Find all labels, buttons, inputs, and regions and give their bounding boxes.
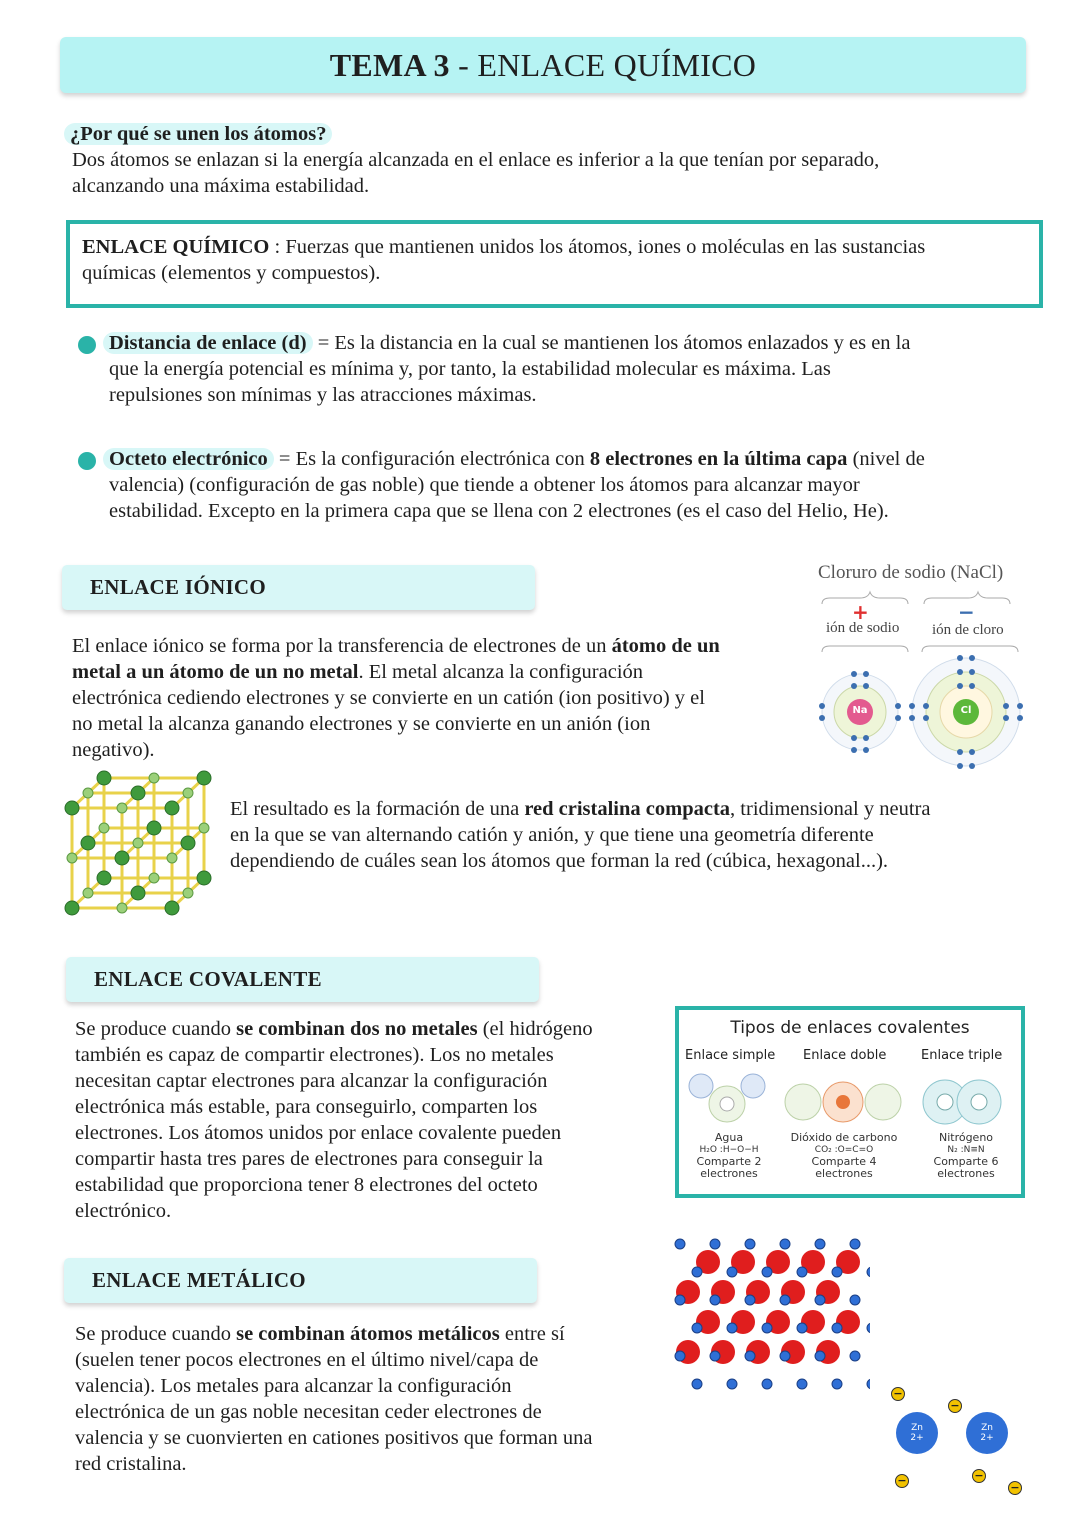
nacl-diagram [806, 560, 1046, 780]
zn-ion-2: Zn 2+ [966, 1412, 1008, 1454]
metal-electron [832, 1323, 842, 1333]
n-nucleus-icon [971, 1094, 987, 1110]
metal-electron [815, 1351, 825, 1361]
metal-electron [745, 1295, 755, 1305]
h-atom-icon [741, 1074, 765, 1098]
metal-electron [797, 1323, 807, 1333]
metal-electron [762, 1323, 772, 1333]
metallic-paragraph: Se produce cuando se combinan átomos metálicos entre sí (suelen tener pocos electrones en el último nivel/capa de valencia). Los metales para alcanzar la configuración electrónica de un gas noble necesitan ceder electrones de valencia y se cuonvierten en cationes positivos que forman una red cristalina. [75, 1323, 593, 1475]
col-simple-info: Agua H₂O :H−O−H Comparte 2 electrones [696, 1131, 762, 1180]
bullet-octet: Octeto electrónico = Es la configuración electrónica con 8 electrones en la última capa (nivel de valencia) (configuración de gas noble) que tiende a obtener los átomos para alcanzar mayor estabilidad. Excepto en la primera capa que se llena con 2 electrones (es el caso del Helio, He). [103, 446, 1043, 524]
c-nucleus-icon [836, 1095, 850, 1109]
metal-electron [762, 1379, 772, 1389]
section-ionic: ENLACE IÓNICO [62, 565, 535, 610]
metal-electron [850, 1351, 860, 1361]
metal-electron [867, 1267, 870, 1277]
label-na: ión de sodio [826, 620, 900, 636]
metal-electron [727, 1379, 737, 1389]
metal-electron [762, 1267, 772, 1277]
why-question: ¿Por qué se unen los átomos? [64, 121, 332, 147]
atom-cl-label: Cl [960, 705, 972, 716]
zn-ion-1: Zn 2+ [896, 1412, 938, 1454]
h-atom-icon [689, 1074, 713, 1098]
metal-electron [797, 1267, 807, 1277]
metal-electron [815, 1239, 825, 1249]
metal-electron [832, 1267, 842, 1277]
metal-electron [867, 1323, 870, 1333]
metal-electron [867, 1379, 870, 1389]
plus-sign: + [852, 600, 869, 624]
metal-electron [692, 1323, 702, 1333]
section-metallic: ENLACE METÁLICO [64, 1258, 537, 1303]
covalent-paragraph: Se produce cuando se combinan dos no metales (el hidrógeno también es capaz de compartir electrones). Los no metales necesitan captar electrones para alcanzar la configuración electrónica más estable, para conseguirlo, comparten los electrones. Los átomos unidos por enlace covalente pueden compartir hasta tres pares de electrones para conseguir la estabilidad que proporciona tener 8 electrones del octeto electrónico. [75, 1018, 593, 1222]
covalent-types-box [675, 1006, 1025, 1198]
free-electron: − [891, 1387, 905, 1401]
distance-term: Distancia de enlace (d) [103, 332, 313, 354]
metal-electron [780, 1351, 790, 1361]
nacl-title: Cloruro de sodio (NaCl) [818, 562, 1004, 583]
title-rest: - ENLACE QUÍMICO [449, 46, 757, 83]
title-bold: TEMA 3 [329, 46, 450, 83]
label-cl: ión de cloro [932, 622, 1004, 638]
col-double-info: Dióxido de carbono CO₂ :O=C=O Comparte 4 electrones [790, 1131, 898, 1180]
col-triple-type: Enlace triple [921, 1048, 1003, 1063]
metal-electron [850, 1239, 860, 1249]
metal-electron [797, 1379, 807, 1389]
metal-electron [675, 1351, 685, 1361]
metal-electron [692, 1379, 702, 1389]
atom-na-label: Na [852, 705, 868, 716]
metal-electron [727, 1323, 737, 1333]
metal-electron [745, 1351, 755, 1361]
metal-electron [675, 1295, 685, 1305]
crystal-lattice-image [64, 770, 214, 918]
metal-electron [815, 1295, 825, 1305]
na-bracket-low [822, 646, 908, 652]
bullet-distance: Distancia de enlace (d) = Es la distancia en la cual se mantienen los átomos enlazados y es en la que la energía potencial es mínima y, por tanto, la estabilidad molecular es máxima. Las repulsiones son mínimas y las atracciones máximas. [103, 330, 1033, 408]
section-covalent: ENLACE COVALENTE [66, 957, 539, 1002]
metal-electron [850, 1295, 860, 1305]
n-nucleus-icon [937, 1094, 953, 1110]
octet-term: Octeto electrónico [103, 448, 274, 470]
bullet-icon [78, 452, 96, 470]
definition-term: ENLACE QUÍMICO [82, 236, 270, 258]
metal-electron [692, 1267, 702, 1277]
metal-electron [745, 1239, 755, 1249]
why-answer: Dos átomos se enlazan si la energía alcanzada en el enlace es inferior a la que tenían por separado, alcanzando una máxima estabilidad. [72, 149, 880, 197]
covalent-box-title: Tipos de enlaces covalentes [730, 1018, 970, 1038]
col-triple-info: Nitrógeno N₂ :N≡N Comparte 6 electrones [933, 1131, 999, 1180]
metal-electron [710, 1295, 720, 1305]
metal-electron [727, 1267, 737, 1277]
nacl-figure [806, 560, 1046, 780]
metal-electron [710, 1351, 720, 1361]
free-electron: − [895, 1474, 909, 1488]
free-electron: − [948, 1399, 962, 1413]
col-simple-type: Enlace simple [685, 1048, 776, 1063]
metal-electron [780, 1239, 790, 1249]
covalent-molecules [679, 1070, 1021, 1140]
metal-electron [780, 1295, 790, 1305]
o-atom-icon [865, 1084, 901, 1120]
ionic-paragraph-2: El resultado es la formación de una red cristalina compacta, tridimensional y neutra en la que se van alternando catión y anión, y que tiene una geometría diferente dependiendo de cuáles sean los átomos que forman la red (cúbica, hexagonal...). [230, 798, 931, 872]
metal-electron [832, 1379, 842, 1389]
metal-electron [710, 1239, 720, 1249]
page-title [60, 37, 1026, 93]
cl-bracket-low [922, 646, 1018, 652]
free-electron: − [972, 1469, 986, 1483]
col-double-type: Enlace doble [803, 1048, 887, 1063]
definition-box: ENLACE QUÍMICO : Fuerzas que mantienen unidos los átomos, iones o moléculas en las sustancias químicas (elementos y compuestos). [66, 220, 1043, 308]
metal-electron [675, 1239, 685, 1249]
o-nucleus-icon [720, 1097, 734, 1111]
o-atom-icon [785, 1084, 821, 1120]
minus-sign: − [958, 600, 975, 624]
ionic-paragraph-1: El enlace iónico se forma por la transferencia de electrones de un átomo de un metal a un átomo de un no metal. El metal alcanza la configuración electrónica cediendo electrones y se convierte en un catión (ion positivo) y el no metal la alcanza ganando electrones y se convierte en un anión (ion negativo). [72, 635, 720, 761]
free-electron: − [1008, 1481, 1022, 1495]
metallic-lattice-image [670, 1230, 870, 1390]
bullet-icon [78, 336, 96, 354]
